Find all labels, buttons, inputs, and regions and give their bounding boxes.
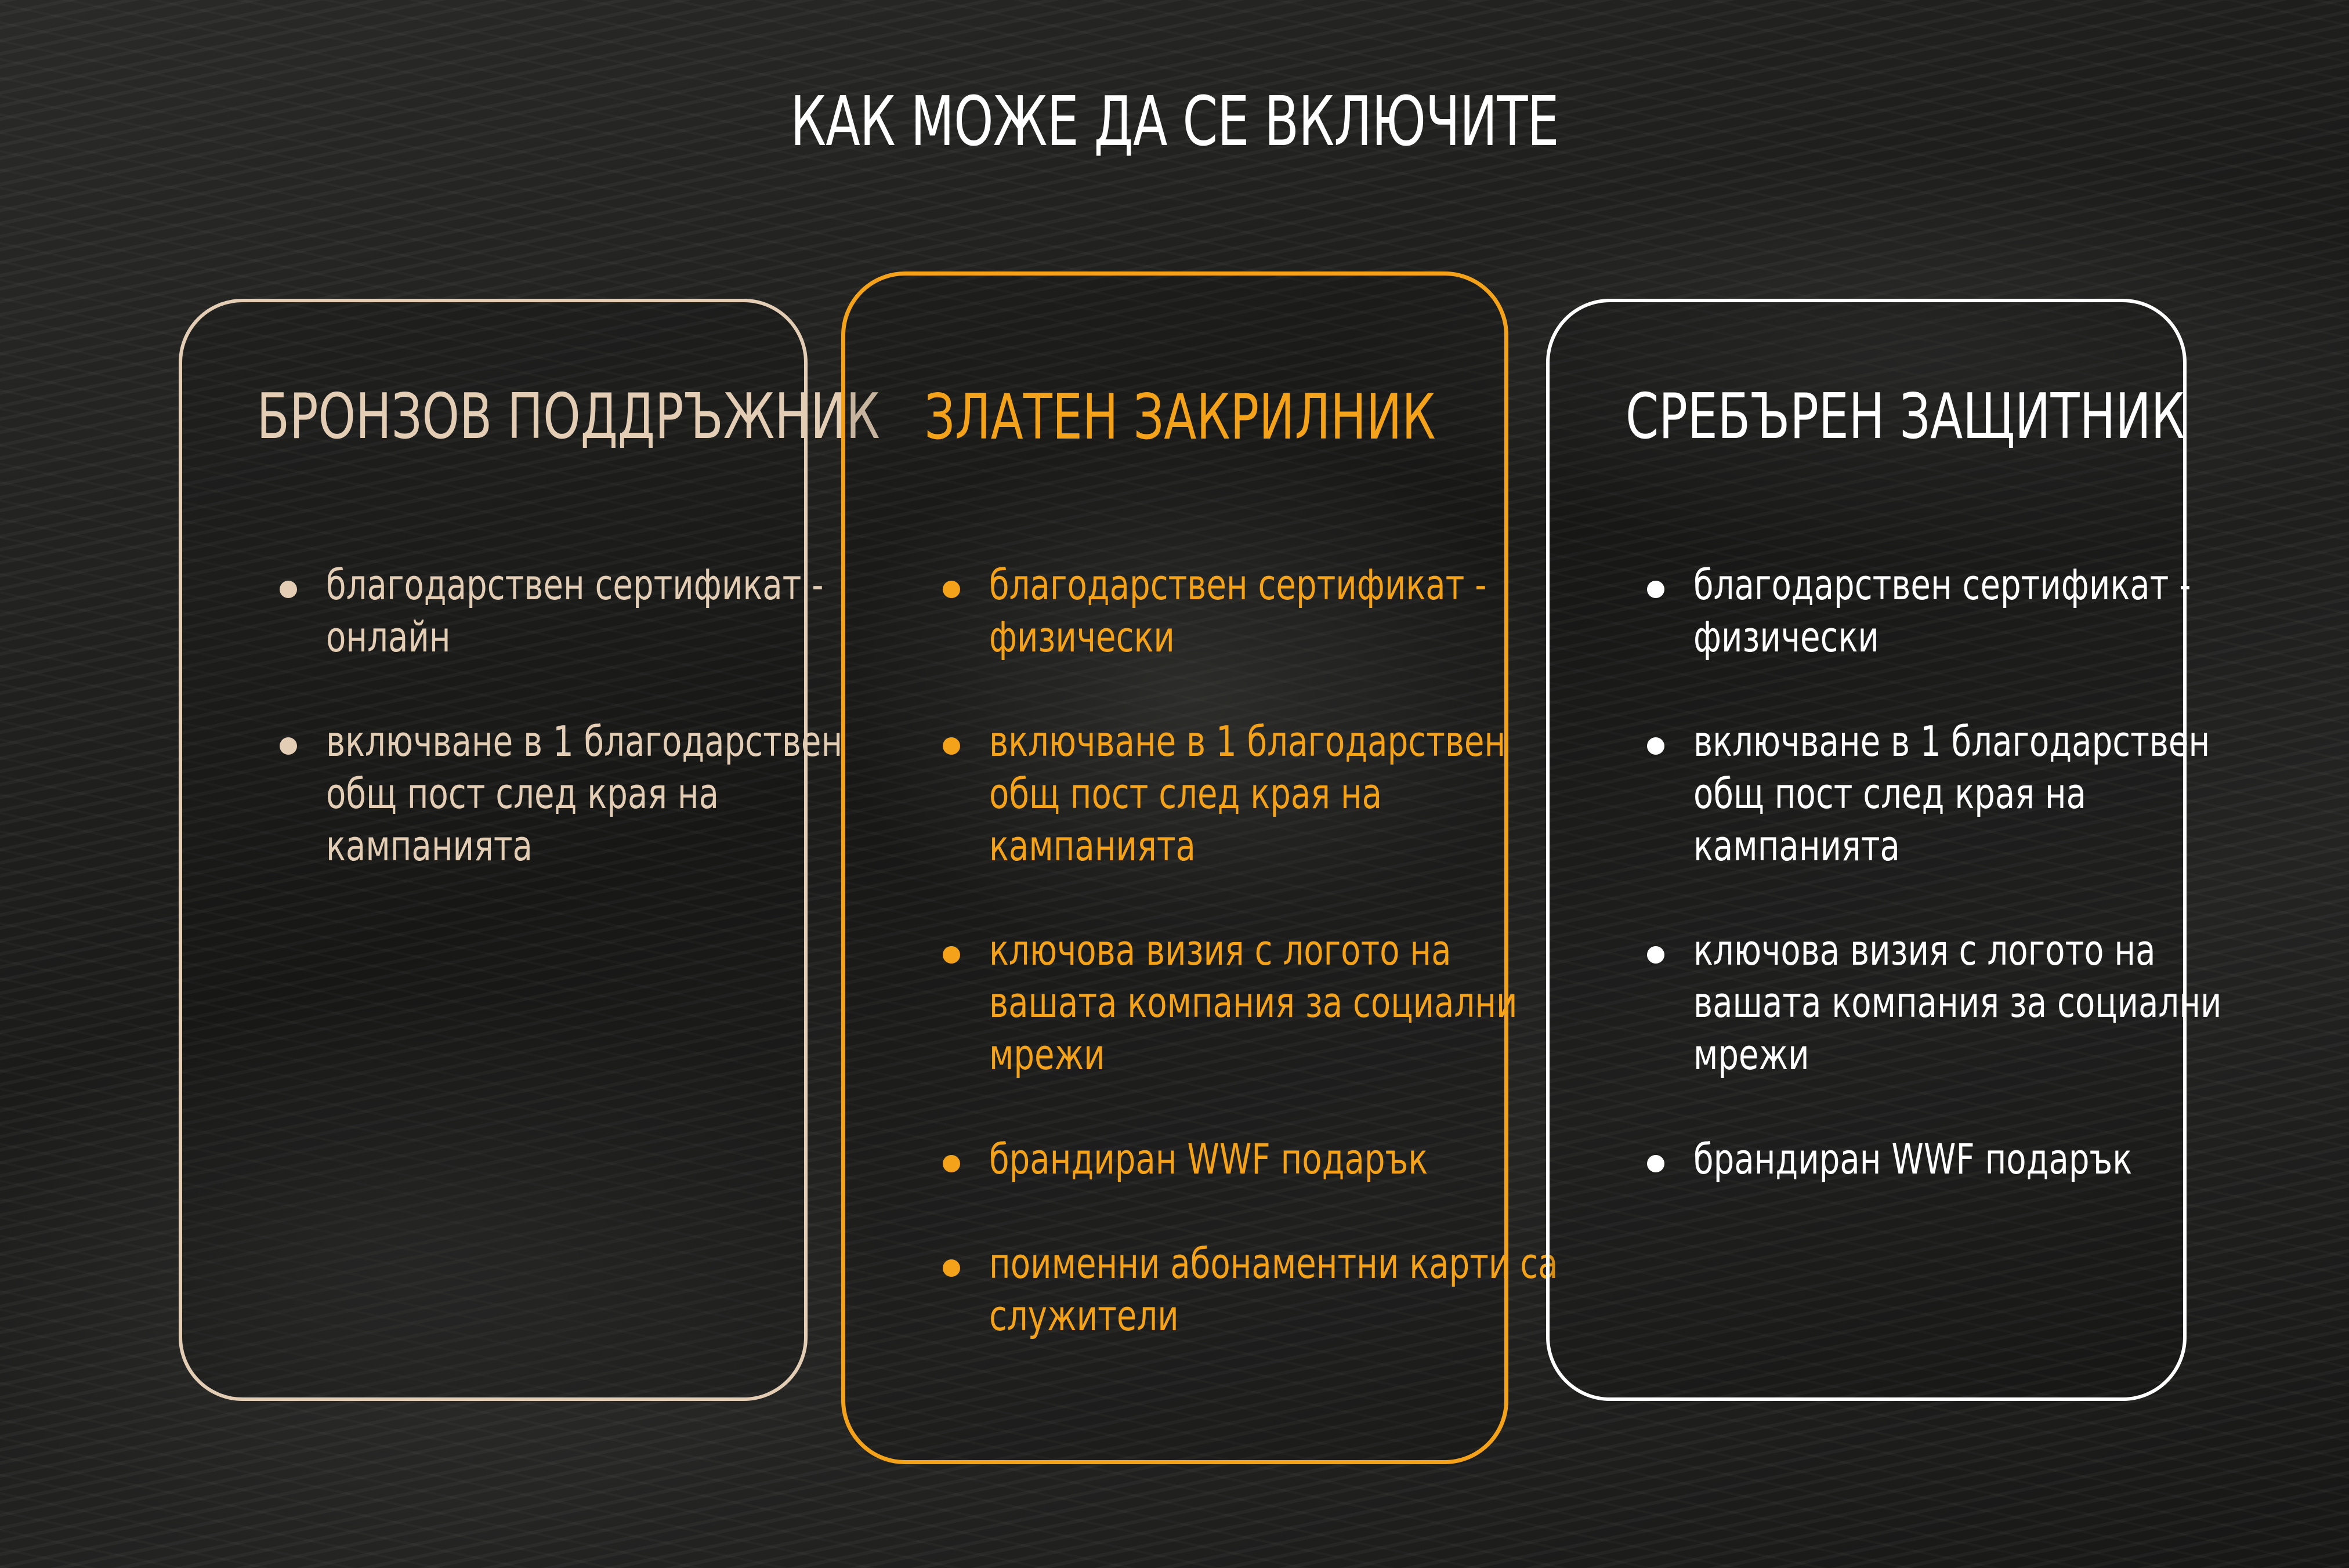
benefit-text: благодарствен сертификат - онлайн [326,560,824,661]
benefit-text: брандиран WWF подарък [1693,1135,2133,1183]
tier-card-silver [1546,299,2222,1401]
bullet-icon [1647,581,1664,598]
bullet-icon [943,1155,960,1172]
benefit-item [943,559,1517,663]
benefit-item [1647,715,2210,872]
benefit-item [280,559,824,663]
bullet-icon [1647,737,1664,755]
tier-card-gold [841,271,1558,1464]
benefits-list-silver [1647,559,2222,1237]
benefit-item [943,1237,1558,1342]
benefit-item [943,715,1517,872]
benefit-text: благодарствен сертификат - физически [989,560,1487,661]
benefit-item [943,924,1517,1081]
benefit-text: включване в 1 благодарствен общ пост след края на кампанията [326,717,843,870]
benefit-item [943,1133,1517,1185]
bullet-icon [943,737,960,755]
tier-title-bronze: БРОНЗОВ ПОДДРЪЖНИК [256,381,880,453]
benefit-text: брандиран WWF подарък [989,1135,1428,1183]
page-title: КАК МОЖЕ ДА СЕ ВКЛЮЧИТЕ [790,81,1559,161]
tier-card-bronze [179,299,880,1401]
benefits-list-bronze [280,559,843,924]
benefit-text: включване в 1 благодарствен общ пост след края на кампанията [989,717,1506,870]
benefits-list-gold [943,559,1558,1394]
benefit-text: благодарствен сертификат - физически [1693,560,2191,661]
benefit-item [280,715,843,872]
benefit-text: включване в 1 благодарствен общ пост след края на кампанията [1693,717,2210,870]
bullet-icon [943,946,960,964]
benefit-item [1647,1133,2204,1185]
bullet-icon [943,1259,960,1277]
benefit-item [1647,924,2222,1081]
benefit-text: ключова визия с логото на вашата компания за социални мрежи [1693,926,2222,1079]
bullet-icon [280,737,297,755]
benefit-text: ключова визия с логото на вашата компания за социални мрежи [989,926,1518,1079]
bullet-icon [1647,946,1664,964]
benefit-text: поименни абонаментни карти са служители [989,1239,1558,1340]
bullet-icon [1647,1155,1664,1172]
tier-title-gold: ЗЛАТЕН ЗАКРИЛНИК [924,381,1436,454]
benefit-item [1647,559,2204,663]
bullet-icon [280,581,297,598]
tier-title-silver: СРЕБЪРЕН ЗАЩИТНИК [1626,381,2185,453]
bullet-icon [943,581,960,598]
